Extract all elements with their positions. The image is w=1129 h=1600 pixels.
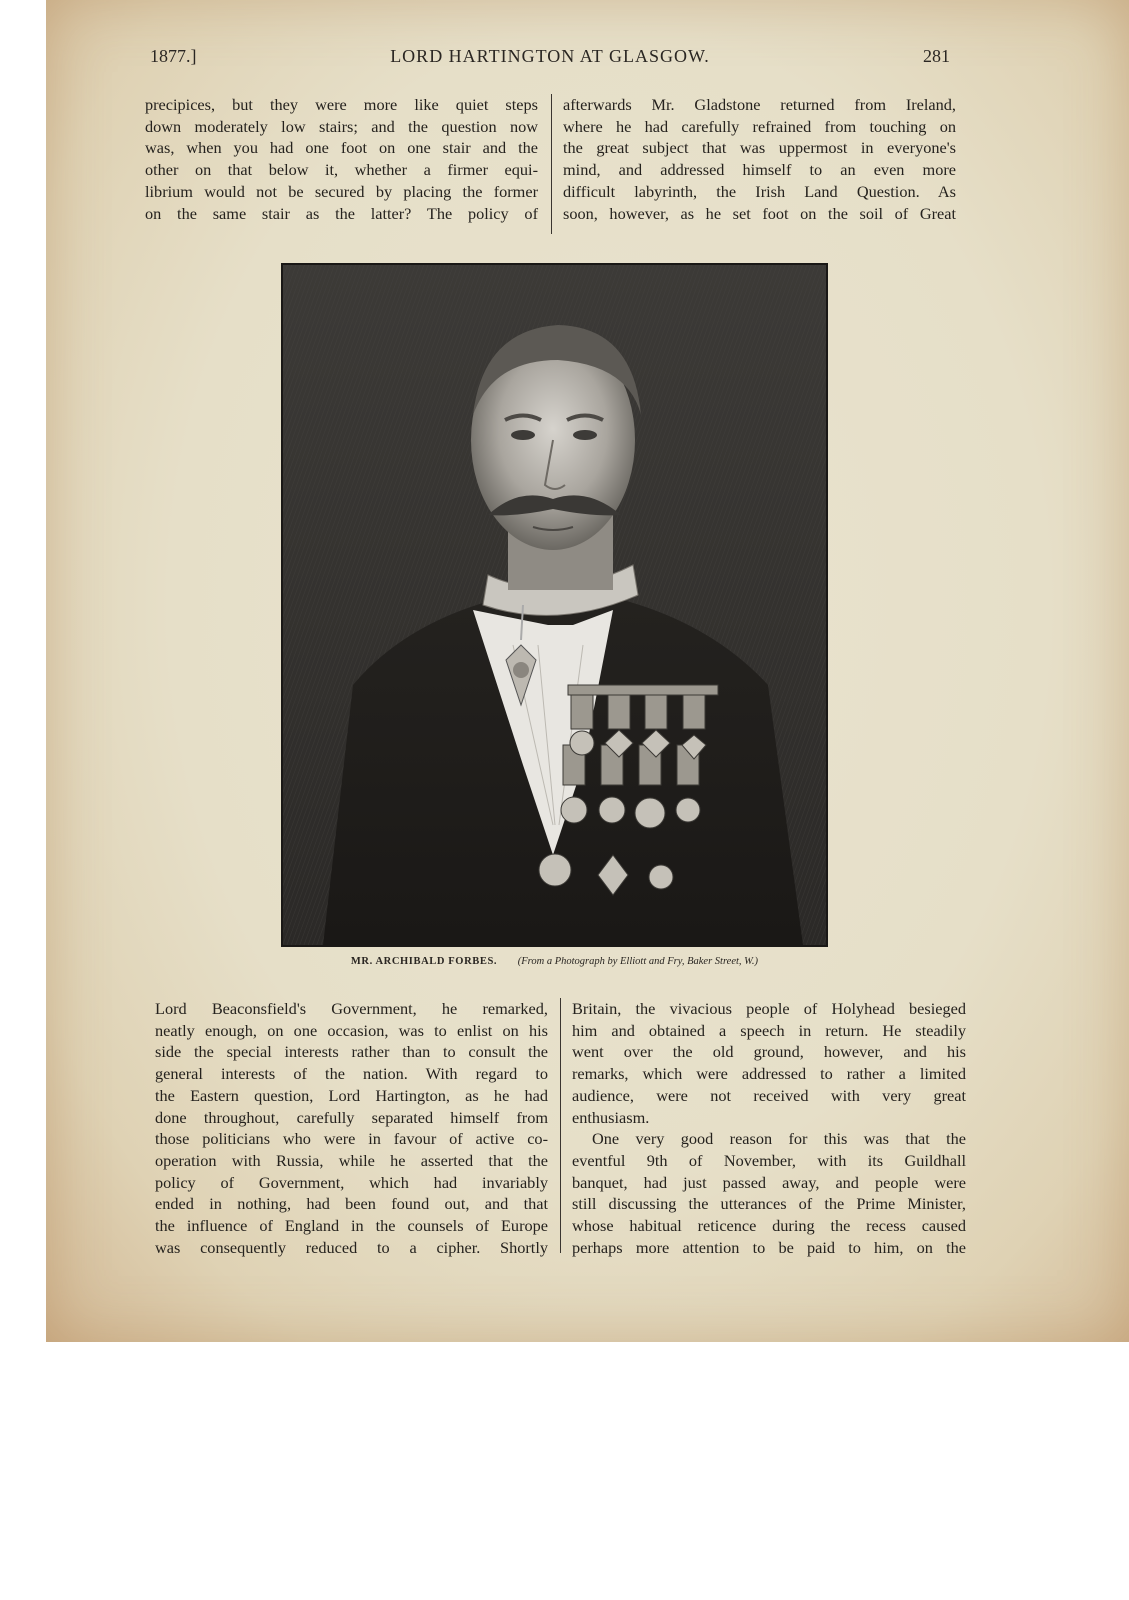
portrait-engraving (281, 263, 828, 947)
text-line: Britain, the vivacious people of Holyhead besieged (572, 999, 966, 1018)
bottom-right-column (572, 998, 966, 1258)
text-line: on the same stair as the latter? The policy of (145, 203, 538, 223)
text-line: other on that below it, whether a firmer equi- (145, 160, 538, 180)
text-line: difficult labyrinth, the Irish Land Question. As (563, 181, 956, 201)
text-line: enthusiasm. (572, 1107, 650, 1127)
running-header (150, 46, 950, 74)
text-line: the Eastern question, Lord Hartington, as he had (155, 1085, 548, 1105)
text-line: Lord Beaconsfield's Government, he remarked, (155, 999, 548, 1018)
caption-source: (From a Photograph by Elliott and Fry, Baker Street, W.) (517, 956, 759, 967)
header-title: LORD HARTINGTON AT GLASGOW. (390, 46, 710, 66)
top-column-rule (551, 94, 552, 234)
text-line: audience, were not received with very great (572, 1085, 966, 1105)
text-line: operation with Russia, while he asserted that the (155, 1150, 548, 1170)
text-line: policy of Government, which had invariably (155, 1172, 548, 1192)
text-line: banquet, had just passed away, and people were (572, 1172, 966, 1192)
header-page-number: 281 (923, 46, 950, 66)
text-line: side the special interests rather than to consult the (155, 1042, 548, 1062)
portrait-caption (281, 956, 828, 967)
text-line: mind, and addressed himself to an even more (563, 160, 956, 180)
portrait-illustration (283, 265, 826, 945)
bottom-left-column (155, 998, 548, 1258)
text-line: was consequently reduced to a cipher. Shortly (155, 1237, 548, 1257)
text-line: neatly enough, on one occasion, was to enlist on his (155, 1020, 548, 1040)
text-line: down moderately low stairs; and the question now (145, 116, 538, 136)
text-line: him and obtained a speech in return. He steadily (572, 1020, 966, 1040)
text-line: eventful 9th of November, with its Guildhall (572, 1150, 966, 1170)
text-line: One very good reason for this was that the (592, 1129, 966, 1149)
text-line: ended in nothing, had been found out, and that (155, 1194, 548, 1214)
text-line: the influence of England in the counsels of Europe (155, 1216, 548, 1236)
text-line: general interests of the nation. With regard to (155, 1064, 548, 1084)
caption-subject: MR. ARCHIBALD FORBES. (350, 956, 498, 967)
text-line: the great subject that was uppermost in everyone's (563, 138, 956, 158)
text-line: whose habitual reticence during the recess caused (572, 1216, 966, 1236)
text-line: soon, however, as he set foot on the soil of Great (563, 203, 956, 223)
text-line: precipices, but they were more like quiet steps (145, 95, 538, 114)
text-line: was, when you had one foot on one stair and the (145, 138, 538, 158)
text-line: done throughout, carefully separated himself from (155, 1107, 548, 1127)
text-line: afterwards Mr. Gladstone returned from Ireland, (563, 95, 956, 114)
text-line: those politicians who were in favour of active co- (155, 1129, 548, 1149)
text-line: perhaps more attention to be paid to him, on the (572, 1237, 966, 1257)
text-line: went over the old ground, however, and his (572, 1042, 966, 1062)
text-line: remarks, which were addressed to rather a limited (572, 1064, 966, 1084)
text-line: librium would not be secured by placing the former (145, 181, 538, 201)
text-line: still discussing the utterances of the Prime Minister, (572, 1194, 966, 1214)
bottom-column-rule (560, 998, 561, 1253)
text-line: where he had carefully refrained from touching on (563, 116, 956, 136)
header-year: 1877.] (150, 46, 197, 66)
top-right-column (563, 94, 956, 224)
top-left-column (145, 94, 538, 224)
